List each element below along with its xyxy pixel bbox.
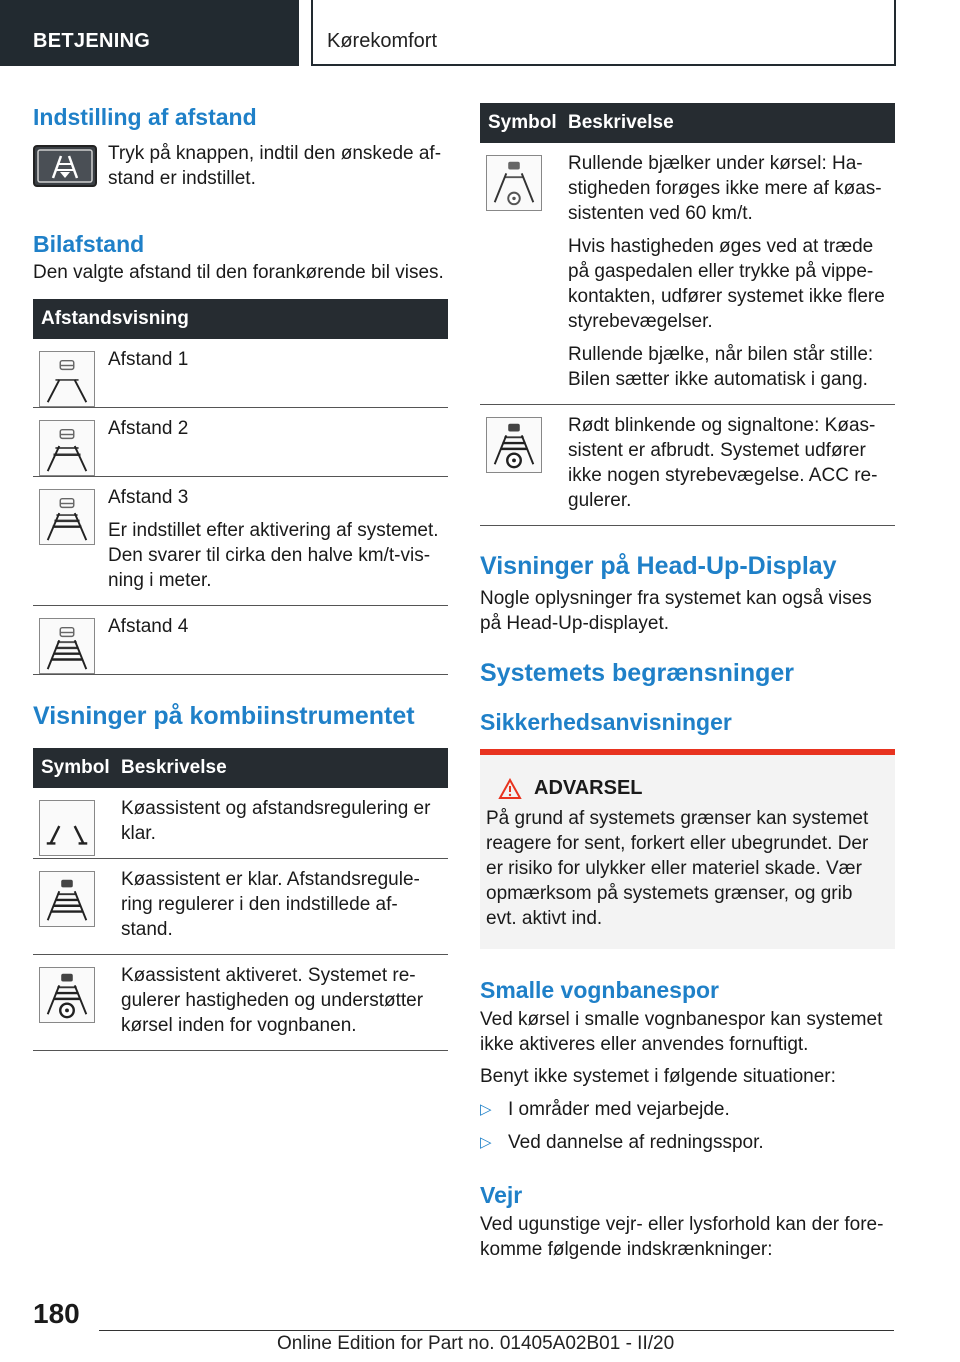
distance-1-icon: [39, 351, 95, 407]
heading-vejr: Vejr: [480, 1182, 523, 1208]
bullet-1-text: I områder med vejarbejde.: [508, 1099, 730, 1120]
bullet-triangle-icon: ▷: [480, 1134, 492, 1151]
distance-4-icon: [39, 618, 95, 674]
kombi-table-header: [33, 748, 448, 788]
table-row: [480, 405, 895, 526]
afstand-4-text: Afstand 4: [108, 616, 189, 637]
footer-edition: Online Edition for Part no. 01405A02B01 - II/20: [277, 1333, 675, 1354]
table-row: [33, 859, 448, 955]
right-column: [480, 103, 895, 1262]
heading-hud: Visninger på Head-Up-Display: [480, 552, 837, 580]
smalle-text: Ved kørsel i smalle vognbanespor kan systemet ikke aktiveres eller anvendes fornuftigt.: [480, 1009, 883, 1055]
indstilling-text: Tryk på knappen, indtil den ønskede af-stand er indstillet.: [108, 143, 442, 189]
col-symbol-label: Symbol: [488, 112, 557, 133]
warning-text: På grund af systemets grænser kan systemet reagere for sent, forkert eller ubegrundet. Der er risiko for ulykker eller materiel skade. Vær opmærksom på systemets grænser, og grib evt. aktivt ind.: [486, 808, 869, 929]
col-desc-label: Beskrivelse: [568, 112, 674, 133]
symbol-row-2-text: Rødt blinkende og signaltone: Køas-sistent er afbrudt. Systemet udfører ikke nogen styrebevægelse. ACC re-gulerer.: [568, 415, 878, 511]
footer-divider: [99, 1330, 894, 1331]
afstand-3-text: Er indstillet efter aktivering af systemet. Den svarer til cirka den halve km/t-vis-ning i meter.: [108, 520, 439, 591]
rolling-bars-icon: [486, 155, 542, 211]
bilafstand-text: Den valgte afstand til den forankørende bil vises.: [33, 262, 444, 283]
steering-assist-icon: [39, 967, 95, 1023]
vejr-text: Ved ugunstige vejr- eller lysforhold kan der fore-komme følgende indskrænkninger:: [480, 1214, 884, 1260]
warning-title-text: ADVARSEL: [534, 777, 643, 799]
hud-text: Nogle oplysninger fra systemet kan også vises på Head-Up-displayet.: [480, 588, 872, 634]
table-row: [480, 143, 895, 405]
symbol-table: [480, 103, 895, 526]
table-row: [33, 408, 448, 477]
heading-kombi: Visninger på kombiinstrumentet: [33, 702, 415, 730]
afstand-2-text: Afstand 2: [108, 418, 189, 439]
benyt-text: Benyt ikke systemet i følgende situationer:: [480, 1066, 836, 1087]
acc-ready-icon: [39, 800, 95, 856]
symbol-table-header: [480, 103, 895, 143]
indstilling-block: [33, 141, 448, 191]
col-desc-label: Beskrivelse: [121, 757, 227, 778]
heading-indstilling: Indstilling af afstand: [33, 104, 257, 130]
symbol-row-1-text-1: Rullende bjælker under kørsel: Ha-stigheden forøges ikke mere af køas-sistenten ved 60 km/t.: [568, 153, 882, 224]
page-number: 180: [33, 1298, 80, 1329]
symbol-row-1-text-3: Rullende bjælke, når bilen står stille: Bilen sætter ikke automatisk i gang.: [568, 344, 874, 390]
afstand-3-title: Afstand 3: [108, 487, 189, 508]
afstand-table: [33, 299, 448, 675]
acc-regulating-icon: [39, 871, 95, 927]
heading-begraensninger: Systemets begrænsninger: [480, 659, 794, 687]
distance-button-icon: [33, 145, 97, 187]
table-row: [33, 477, 448, 606]
warning-title: [498, 777, 887, 800]
section-tab: BETJENING: [0, 0, 299, 66]
list-item: [480, 1130, 895, 1155]
distance-3-icon: [39, 489, 95, 545]
bullet-triangle-icon: ▷: [480, 1101, 492, 1118]
kombi-row-3-text: Køassistent aktiveret. Systemet re-gulerer hastigheden og understøtter kørsel inden for vognbanen.: [121, 965, 424, 1036]
table-row: [33, 788, 448, 859]
kombi-row-2-text: Køassistent er klar. Afstandsregule-ring regulerer i den indstillede af-stand.: [121, 869, 420, 940]
table-row: [33, 955, 448, 1051]
kombi-table: [33, 748, 448, 1051]
afstand-table-header: [33, 299, 448, 339]
heading-smalle: Smalle vognbanespor: [480, 977, 720, 1003]
col-symbol-label: Symbol: [41, 757, 110, 778]
kombi-row-1-text: Køassistent og afstandsregulering er klar.: [121, 798, 431, 844]
heading-bilafstand: Bilafstand: [33, 231, 145, 257]
distance-2-icon: [39, 420, 95, 476]
left-column: [33, 100, 448, 1051]
warning-triangle-icon: [498, 778, 522, 800]
warning-box: [480, 749, 895, 949]
bullet-2-text: Ved dannelse af redningsspor.: [508, 1132, 764, 1153]
afstand-header-label: Afstandsvisning: [41, 308, 189, 329]
chapter-tab: Kørekomfort: [311, 0, 896, 66]
table-row: [33, 606, 448, 675]
list-item: [480, 1097, 895, 1122]
symbol-row-1-text-2: Hvis hastigheden øges ved at træde på gaspedalen eller trykke på vippe-kontakten, udfører systemet ikke flere styrebevægelser.: [568, 236, 885, 332]
table-row: [33, 339, 448, 408]
assist-interrupted-icon: [486, 417, 542, 473]
afstand-1-text: Afstand 1: [108, 349, 189, 370]
heading-sikkerhed: Sikkerhedsanvisninger: [480, 709, 732, 735]
page-header: [0, 0, 960, 66]
